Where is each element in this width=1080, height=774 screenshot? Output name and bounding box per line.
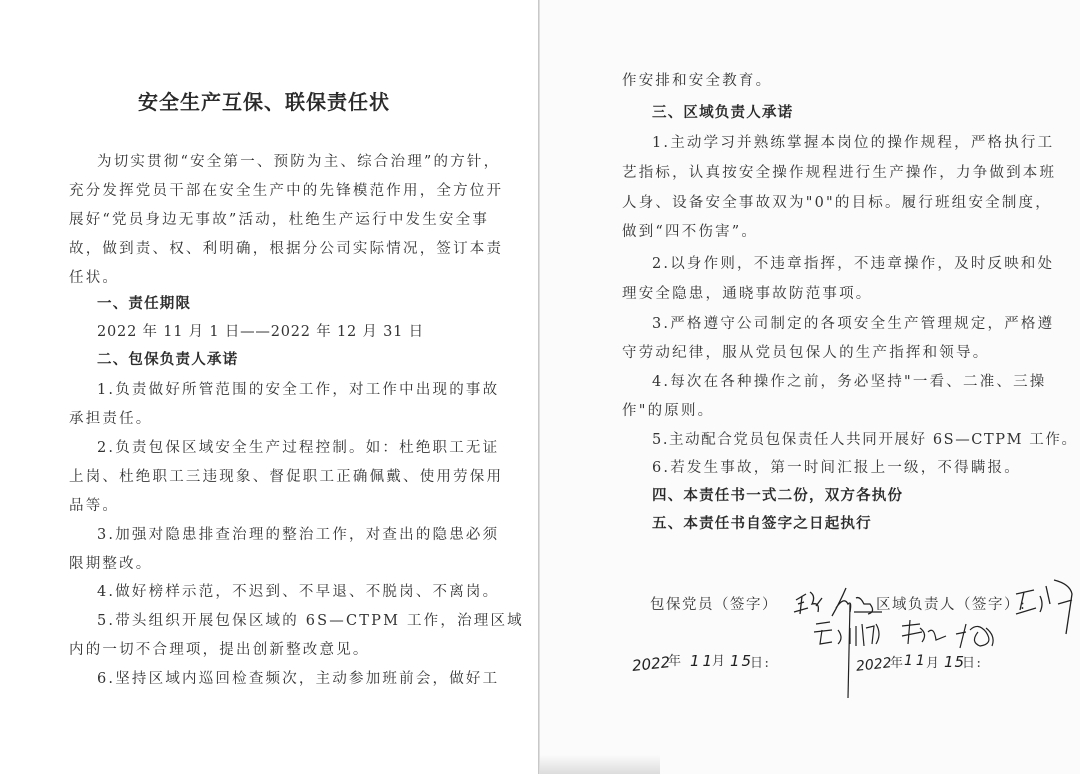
section2-line: 5.带头组织开展包保区域的 6S—CTPM 工作，治理区域 [97,613,524,629]
section2-line: 品等。 [69,498,120,514]
party-member-date-month: 11 [690,652,716,670]
section3-line: 做到“四不伤害”。 [622,224,759,240]
intro-line: 充分发挥党员干部在安全生产中的先锋模范作用，全方位开 [69,183,504,199]
section2-line: 承担责任。 [69,411,153,427]
section3-line: 作"的原则。 [622,403,715,419]
section2-line: 上岗、杜绝职工三违现象、督促职工正确佩戴、使用劳保用 [69,469,504,485]
section3-line: 6.若发生事故，第一时间汇报上一级，不得瞒报。 [652,460,1021,476]
intro-line: 为切实贯彻“安全第一、预防为主、综合治理”的方针， [97,154,501,170]
continued-line: 作安排和安全教育。 [622,73,773,89]
section2-line: 6.坚持区域内巡回检查频次，主动参加班前会，做好工 [97,671,500,687]
area-lead-date-year: 2022 [855,655,893,675]
month-suffix: 月 [926,656,941,671]
section3-line: 艺指标，认真按安全操作规程进行生产操作，力争做到本班 [622,165,1057,181]
section2-line: 2.负责包保区域安全生产过程控制。如：杜绝职工无证 [97,440,500,456]
section3-line: 1.主动学习并熟练掌握本岗位的操作规程，严格执行工 [652,135,1055,151]
section3-line: 人身、设备安全事故双为"0"的目标。履行班组安全制度， [622,195,1052,211]
section5-heading: 五、本责任书自签字之日起执行 [652,516,872,532]
year-suffix: 年 [890,656,905,671]
intro-line: 任状。 [69,270,120,286]
responsibility-period: 2022 年 11 月 1 日——2022 年 12 月 31 日 [97,324,424,340]
year-suffix: 年 [668,654,683,669]
page-curl-shadow [540,755,660,774]
right-page [540,0,1080,774]
section2-line: 限期整改。 [69,556,153,572]
month-suffix: 月 [712,654,727,669]
party-member-date-day: 15 [730,652,754,670]
section1-heading: 一、责任期限 [97,296,192,312]
section3-line: 守劳动纪律，服从党员包保人的生产指挥和领导。 [622,345,990,361]
party-member-signature-label: 包保党员（签字） [650,597,778,613]
section2-line: 1.负责做好所管范围的安全工作，对工作中出现的事故 [97,382,500,398]
document-title: 安全生产互保、联保责任状 [138,90,390,114]
party-member-date-year: 2022 [631,653,672,675]
section3-line: 3.严格遵守公司制定的各项安全生产管理规定，严格遵 [652,316,1055,332]
section2-line: 4.做好榜样示范，不迟到、不早退、不脱岗、不离岗。 [97,584,500,600]
section3-line: 4.每次在各种操作之前，务必坚持"一看、二准、三操 [652,374,1047,390]
section3-line: 2.以身作则，不违章指挥，不违章操作，及时反映和处 [652,256,1055,272]
section4-heading: 四、本责任书一式二份，双方各执份 [652,488,904,504]
page-fold-divider [538,0,540,774]
day-suffix: 日: [962,656,983,671]
day-suffix: 日: [750,656,771,671]
area-lead-date-month: 11 [904,653,928,669]
area-team-signatures [810,614,1080,654]
section2-line: 内的一切不合理项，提出创新整改意见。 [69,642,370,658]
section3-line: 理安全隐患，通晓事故防范事项。 [622,286,873,302]
area-lead-signature-label: 区域负责人（签字）: [876,597,1027,613]
section3-heading: 三、区域负责人承诺 [652,105,794,121]
area-lead-date-day: 15 [944,653,966,671]
intro-line: 展好“党员身边无事故”活动，杜绝生产运行中发生安全事 [69,212,490,228]
section3-line: 5.主动配合党员包保责任人共同开展好 6S—CTPM 工作。 [652,432,1078,448]
section2-line: 3.加强对隐患排查治理的整治工作，对查出的隐患必须 [97,527,500,543]
intro-line: 故，做到责、权、利明确，根据分公司实际情况，签订本责 [69,241,504,257]
section2-heading: 二、包保负责人承诺 [97,352,239,368]
